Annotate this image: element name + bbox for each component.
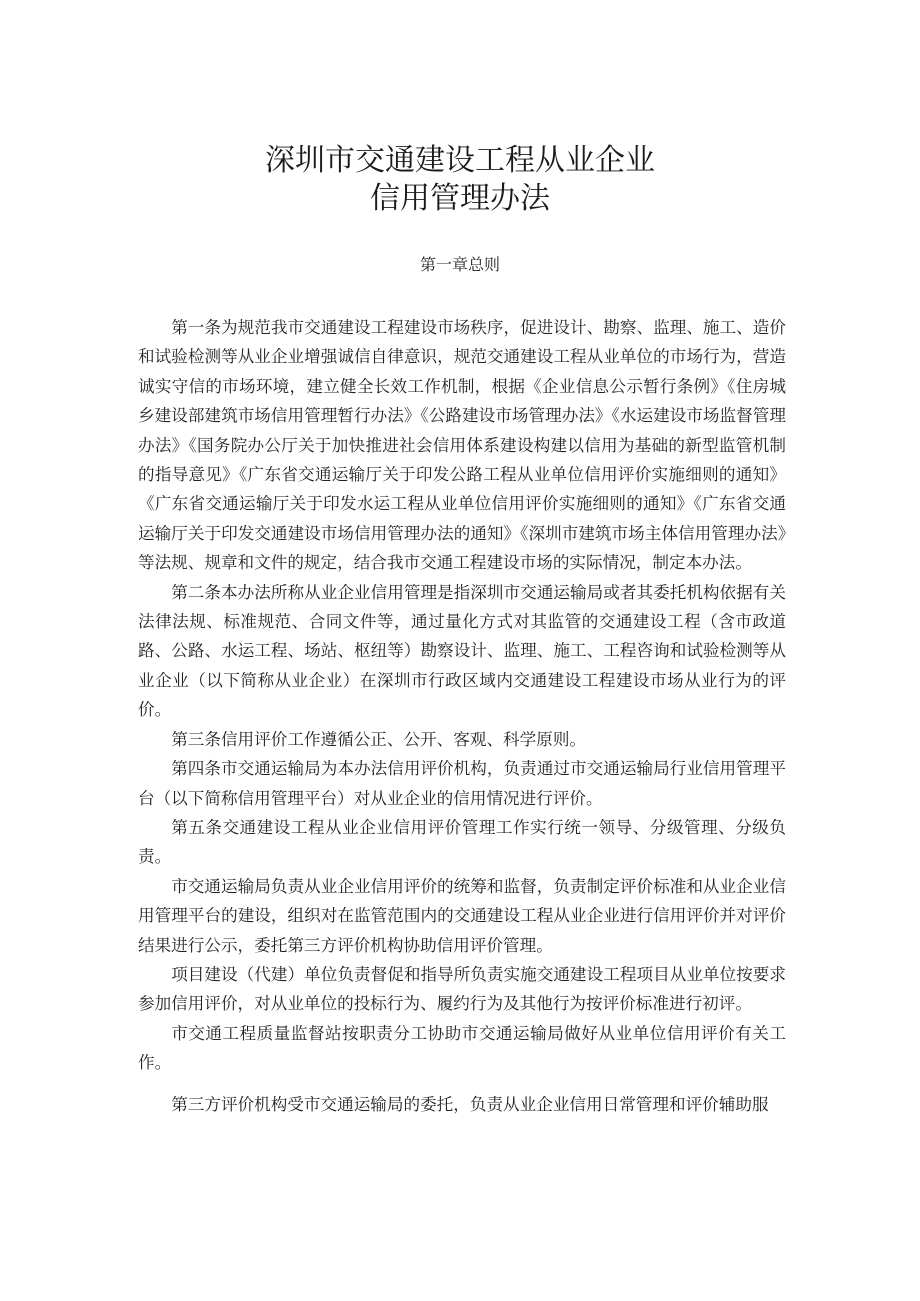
paragraph-article-5-construction-unit: 项目建设（代建）单位负责督促和指导所负责实施交通建设工程项目从业单位按要求参加信用评价，对从业单位的投标行为、履约行为及其他行为按评价标准进行初评。 [138,964,786,1014]
document-title-line-2: 信用管理办法 [370,181,550,216]
paragraph-article-1: 第一条为规范我市交通建设工程建设市场秩序，促进设计、勘察、监理、施工、造价和试验检测等从业企业增强诚信自律意识，规范交通建设工程从业单位的市场行为，营造诚实守信的市场环境，建立健全长效工作机制，根据《企业信息公示暂行条例》《住房城乡建设部建筑市场信用管理暂行办法》《公路建设市场管理办法》《水运建设市场监督管理办法》《国务院办公厅关于加快推进社会信用体系建设构建以信用为基础的新型监管机制的指导意见》《广东省交通运输厅关于印发公路工程从业单位信用评价实施细则的通知》《广东省交通运输厅关于印发水运工程从业单位信用评价实施细则的通知》《广东省交通运输厅关于印发交通建设市场信用管理办法的通知》《深圳市建筑市场主体信用管理办法》等法规、规章和文件的规定，结合我市交通工程建设市场的实际情况，制定本办法。 [138,318,786,573]
paragraph-article-5-bureau: 市交通运输局负责从业企业信用评价的统筹和监督，负责制定评价标准和从业企业信用管理平台的建设，组织对在监管范围内的交通建设工程从业企业进行信用评价并对评价结果进行公示，委托第三方评价机构协助信用评价管理。 [138,876,786,955]
paragraph-article-2: 第二条本办法所称从业企业信用管理是指深圳市交通运输局或者其委托机构依据有关法律法规、标准规范、合同文件等，通过量化方式对其监管的交通建设工程（含市政道路、公路、水运工程、场站、枢纽等）勘察设计、监理、施工、工程咨询和试验检测等从业企业（以下简称从业企业）在深圳市行政区域内交通建设工程建设市场从业行为的评价。 [138,582,786,720]
paragraph-article-4: 第四条市交通运输局为本办法信用评价机构，负责通过市交通运输局行业信用管理平台（以下简称信用管理平台）对从业企业的信用情况进行评价。 [138,759,786,808]
paragraph-article-5-quality-station: 市交通工程质量监督站按职责分工协助市交通运输局做好从业单位信用评价有关工作。 [138,1023,786,1073]
document-body [138,313,786,1119]
paragraph-article-3: 第三条信用评价工作遵循公正、公开、客观、科学原则。 [171,729,587,749]
document-title [0,142,920,218]
paragraph-article-5-third-party: 第三方评价机构受市交通运输局的委托，负责从业企业信用日常管理和评价辅助服 [171,1094,769,1114]
paragraph-article-5: 第五条交通建设工程从业企业信用评价管理工作实行统一领导、分级管理、分级负责。 [138,817,786,867]
chapter-heading: 第一章总则 [419,255,500,274]
document-title-line-1: 深圳市交通建设工程从业企业 [265,143,655,178]
